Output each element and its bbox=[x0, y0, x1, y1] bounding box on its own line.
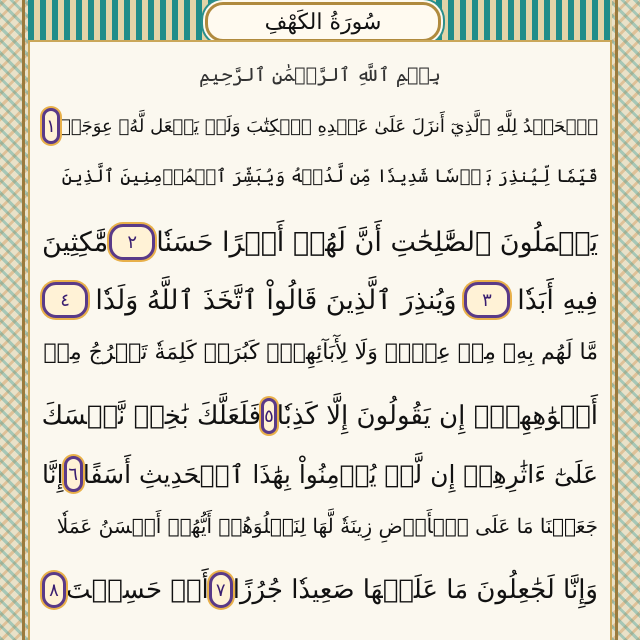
verse-text: أَفۡوَٰهِهِمۡۚ إِن يَقُولُونَ إِلَّا كَذِبٗا bbox=[276, 401, 598, 431]
verse-text: مَّٰكِثِينَ bbox=[42, 226, 109, 258]
ayah-number-marker: ٨ bbox=[42, 572, 66, 608]
ayah-number-marker: ٥ bbox=[261, 398, 277, 434]
verse-text: فِيهِ أَبَدٗا bbox=[517, 284, 598, 316]
ayah-number-marker: ٧ bbox=[209, 572, 233, 608]
verse-line bbox=[42, 398, 598, 434]
verse-line bbox=[42, 166, 598, 187]
verse-text: يَعۡمَلُونَ ٱلصَّٰلِحَٰتِ أَنَّ لَهُمۡ أَجۡرًا حَسَنٗا bbox=[156, 226, 598, 258]
ayah-number-marker: ١ bbox=[42, 108, 60, 144]
verse-text: مَّا لَهُم بِهِۦ مِنۡ عِلۡمٖ وَلَا لِأٓبَآئِهِمۡۚ كَبُرَتۡ كَلِمَةٗ تَخۡرُجُ مِنۡ bbox=[43, 340, 598, 365]
verse-text: إِنَّا bbox=[42, 459, 64, 489]
ayah-number-marker: ٦ bbox=[64, 456, 83, 492]
verse-text: فَلَعَلَّكَ بَٰخِعٞ نَّفۡسَكَ bbox=[41, 401, 262, 431]
verse-line bbox=[42, 108, 598, 144]
verse-line bbox=[42, 340, 598, 365]
verse-text: قَيِّمٗا لِّيُنذِرَ بَأۡسٗا شَدِيدٗا مِّن لَّدُنۡهُ وَيُبَشِّرَ ٱلۡمُؤۡمِنِينَ ٱلَّذِينَ bbox=[61, 166, 598, 187]
ayah-number-marker: ٤ bbox=[42, 282, 88, 318]
verse-text: أَمۡ حَسِبۡتَ bbox=[66, 575, 209, 605]
verse-text: ٱلۡحَمۡدُ لِلَّهِ ٱلَّذِيٓ أَنزَلَ عَلَىٰ عَبۡدِهِ ٱلۡكِتَٰبَ وَلَمۡ يَجۡعَل لَّهُۥ عِوَجَاۜ bbox=[59, 115, 598, 137]
surah-title: سُورَةُ الكَهْفِ bbox=[264, 9, 382, 35]
verse-text: وَيُنذِرَ ٱلَّذِينَ قَالُواْ ٱتَّخَذَ ٱللَّهُ وَلَدٗا bbox=[95, 284, 457, 316]
verse-line bbox=[42, 456, 598, 492]
verse-line bbox=[42, 224, 598, 260]
verse-line bbox=[42, 514, 598, 538]
verse-line bbox=[42, 282, 598, 318]
ayah-number-marker: ٢ bbox=[109, 224, 155, 260]
surah-title-cartouche bbox=[205, 2, 441, 42]
ayah-number-marker: ٣ bbox=[464, 282, 510, 318]
basmala: بِسۡمِ ٱللَّهِ ٱلرَّحۡمَٰنِ ٱلرَّحِيمِ bbox=[199, 64, 441, 86]
verse-line bbox=[42, 572, 598, 608]
verse-text: وَإِنَّا لَجَٰعِلُونَ مَا عَلَيۡهَا صَعِيدٗا جُرُزًا bbox=[232, 575, 598, 605]
verse-text: جَعَلۡنَا مَا عَلَى ٱلۡأَرۡضِ زِينَةٗ لَّهَا لِنَبۡلُوَهُمۡ أَيُّهُمۡ أَحۡسَنُ عَمَلٗا bbox=[56, 514, 598, 538]
verse-text: عَلَىٰٓ ءَاثَٰرِهِمۡ إِن لَّمۡ يُؤۡمِنُواْ بِهَٰذَا ٱلۡحَدِيثِ أَسَفًا bbox=[82, 459, 598, 489]
